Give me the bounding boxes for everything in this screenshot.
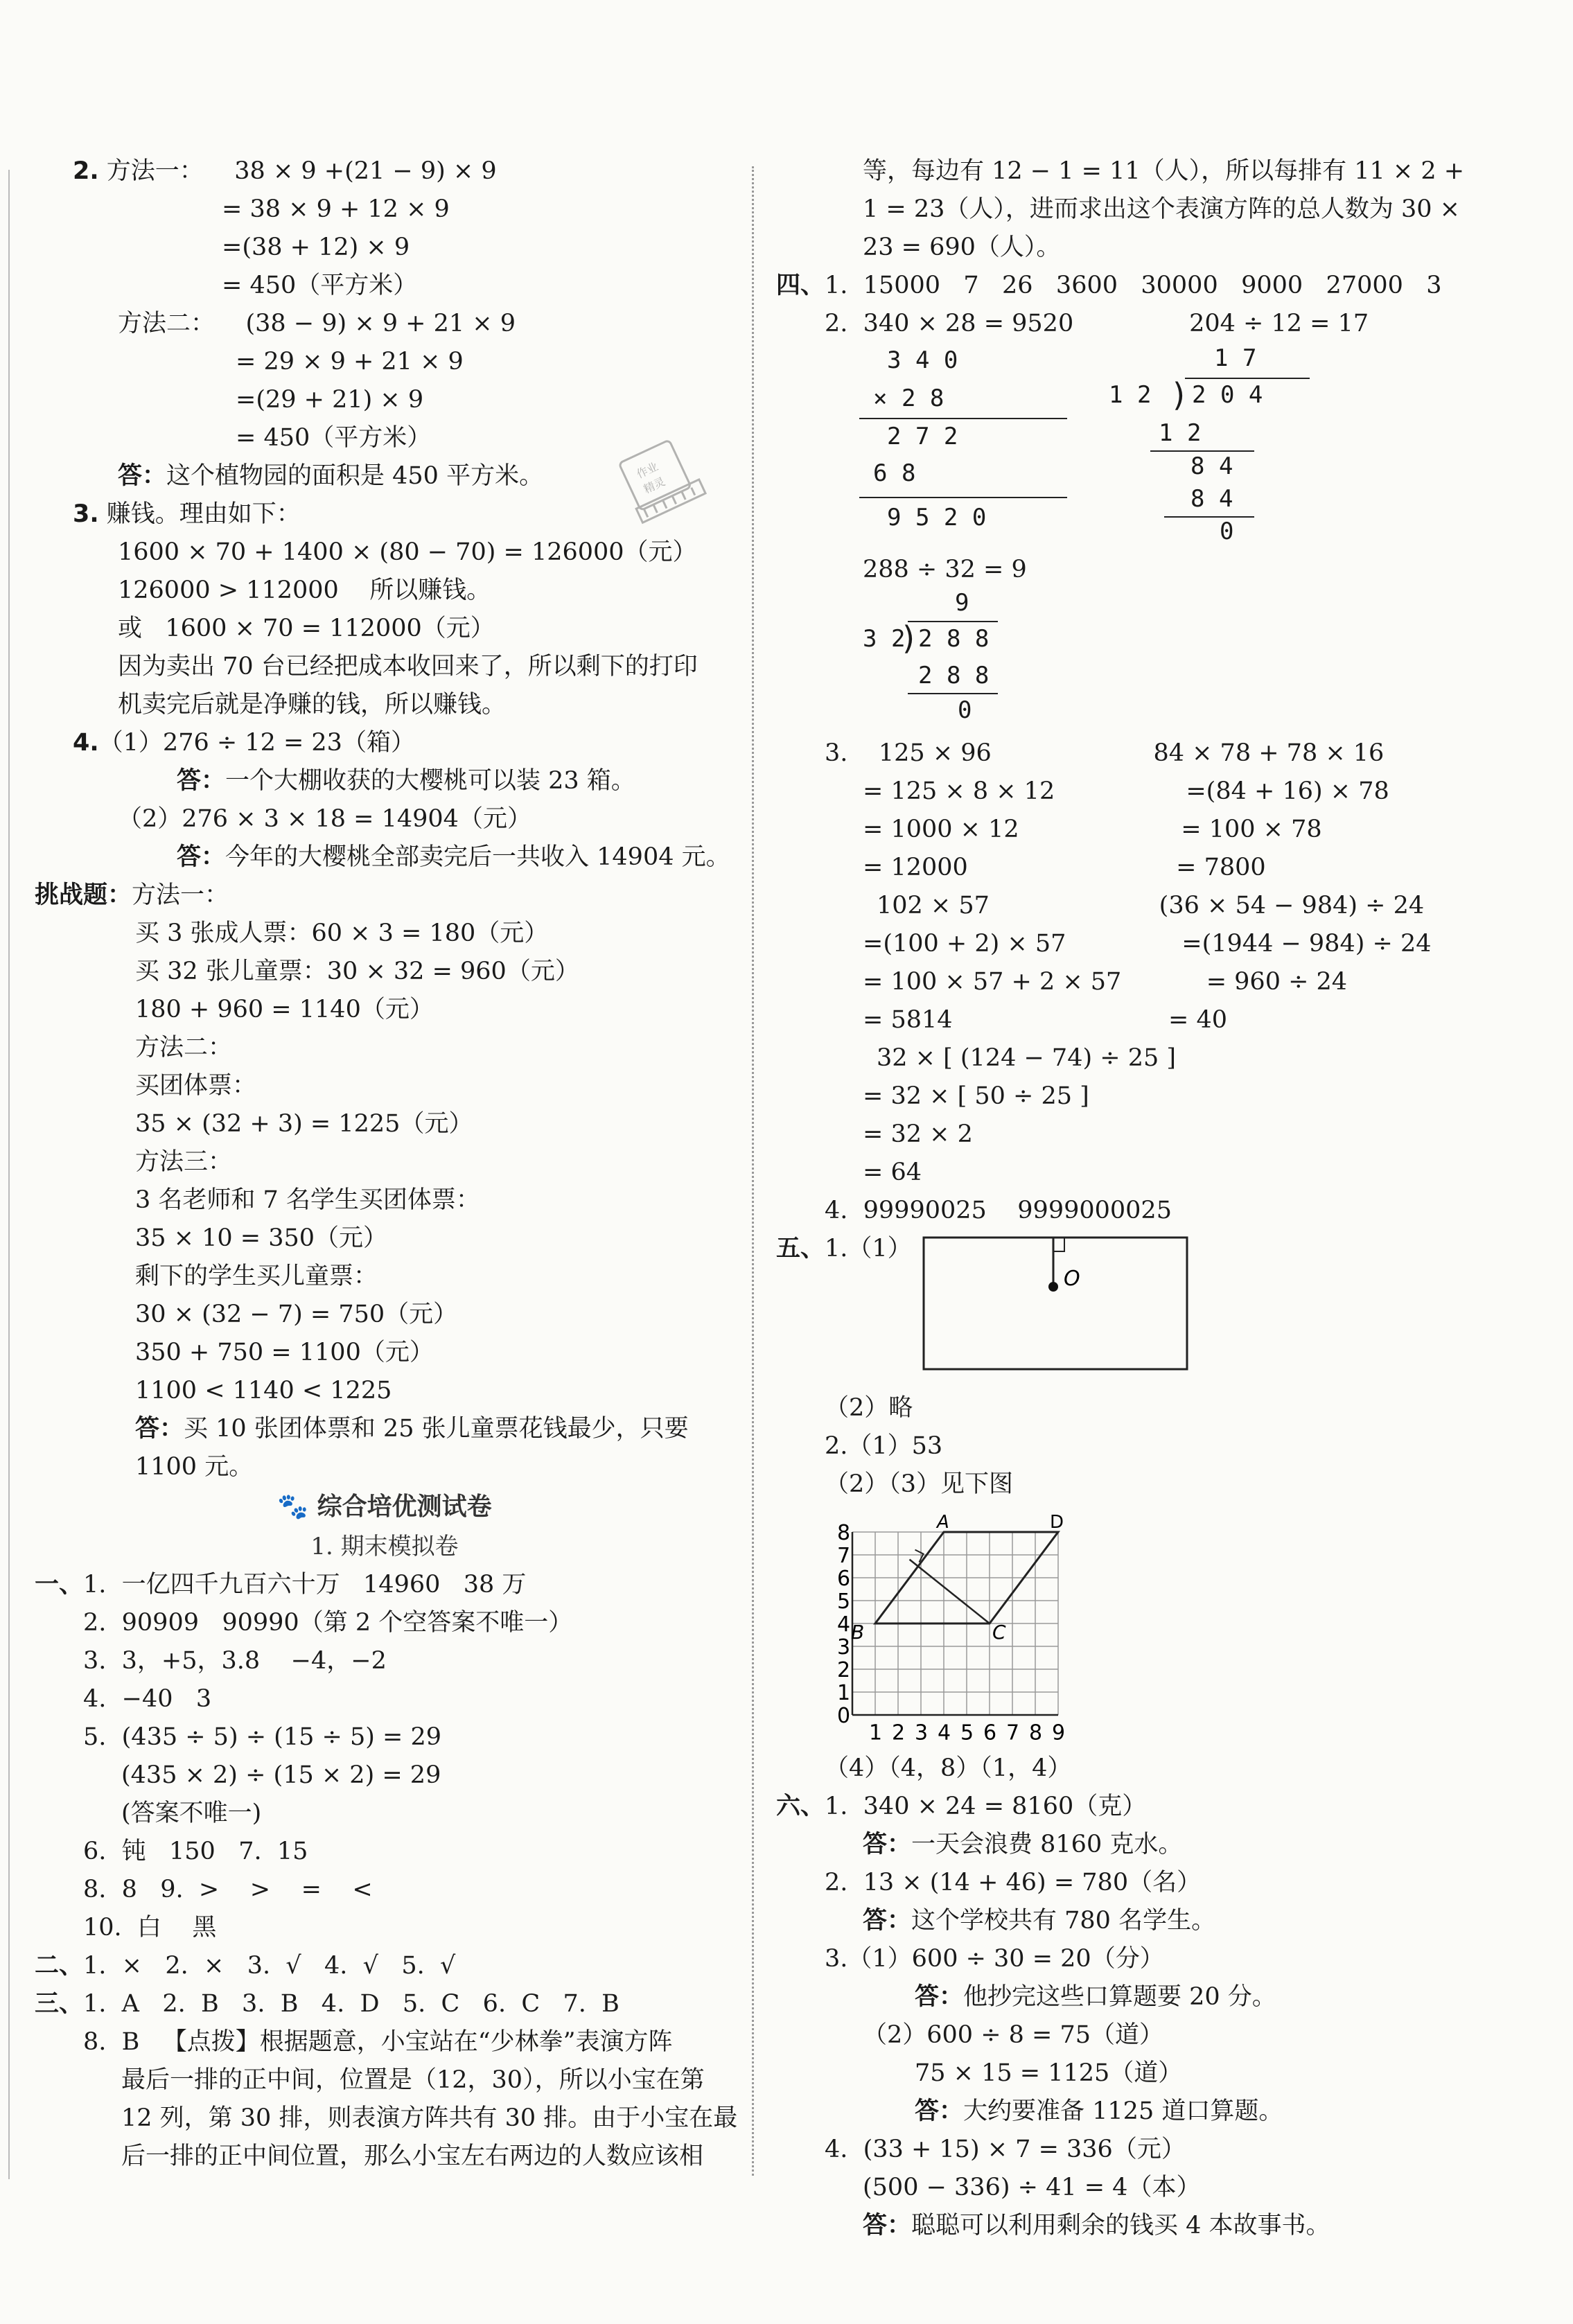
left-a-line [35,1067,735,1105]
answer-text: 3. 125 × 96 84 × 78 + 78 × 16 [825,739,1385,767]
right-b-line [776,1192,1545,1230]
division-equation: 288 ÷ 32 = 9 [863,556,1027,583]
left-a-line [35,305,735,343]
right-b-line [776,1154,1545,1192]
right-b-line [776,849,1545,887]
left-a-line [35,648,735,686]
answer-text: 32 × [ (124 − 74) ÷ 25 ] [877,1044,1177,1072]
left-a-line [35,572,735,610]
left-a-line [35,762,735,800]
right-a-line [776,152,1545,191]
answer-text: 方法二： (38 − 9) × 9 + 21 × 9 [118,310,516,337]
answer-text: 大约要准备 1125 道口算题。 [963,2097,1283,2125]
right-d-line [776,1788,1545,1826]
div1-divisor: 1 2 [1109,381,1152,409]
right-a-line [776,229,1545,267]
rectangle [924,1238,1187,1369]
mult-result: 9 5 2 0 [887,504,987,531]
section-title: 🐾 综合培优测试卷 [277,1493,492,1521]
div2-bracket: ) [899,619,919,657]
left-a-line [35,229,735,267]
right-answers-q6 [776,1750,1545,2245]
left-b-line [35,1947,735,1985]
x-tick-label: 7 [1006,1720,1020,1745]
mult-partial-2: 6 8 [873,459,916,487]
right-d-line [776,1902,1545,1940]
right-column [776,152,1545,2245]
right-b-line [776,1001,1545,1039]
answer-text: (答案不唯一) [121,1799,262,1827]
point-a-label: A [937,1512,949,1533]
right-d-line [776,1750,1545,1788]
right-b-line [776,734,1545,773]
answer-text: 今年的大樱桃全部卖完后一共收入 14904 元。 [225,843,730,871]
answer-text: （2）600 ÷ 8 = 75（道） [863,2021,1164,2049]
div2-step-1: 2 8 8 [918,662,990,689]
answer-text: 1100 < 1140 < 1225 [135,1377,392,1405]
x-tick-label: 5 [960,1720,974,1745]
page-edge [8,170,10,2179]
height-line [910,1560,990,1623]
left-a-line [35,1143,735,1181]
answer-text: = 32 × 2 [863,1120,973,1148]
answer-text: 1. 一亿四千九百六十万 14960 38 万 [83,1571,527,1599]
svg-text:作业: 作业 [634,459,660,482]
x-tick-label: 4 [938,1720,951,1745]
y-tick-label: 8 [837,1521,851,1545]
x-tick-label: 8 [1029,1720,1043,1745]
answer-label: 二、 [35,1952,84,1980]
answer-text: = 32 × [ 50 ÷ 25 ] [863,1082,1089,1110]
mult-factor-b: × 2 8 [873,385,944,412]
x-tick-label: 1 [869,1720,883,1745]
answer-label: 4. [73,729,99,757]
div2-quotient: 9 [955,589,969,617]
answer-text: 买 32 张儿童票：30 × 32 = 960（元） [135,958,579,985]
left-b-line [35,1604,735,1642]
right-a-line [776,305,1545,343]
left-a-line [35,1334,735,1372]
answer-label: 答： [118,462,167,490]
mult-partial-1: 2 7 2 [887,423,958,450]
left-answers-part2 [35,1566,738,2176]
answer-label: 答： [177,767,226,795]
left-a-line [35,610,735,648]
vertical-calculations-1 [776,343,1545,551]
left-a-line [35,838,735,877]
column-divider [752,166,754,2176]
left-a-line [35,1105,735,1143]
left-b-line [35,1680,735,1718]
div2-rule [908,693,998,694]
left-a-line [35,343,735,381]
x-tick-label: 2 [892,1720,906,1745]
answer-text: 102 × 57 (36 × 54 − 984) ÷ 24 [877,892,1425,919]
answer-text: = 450（平方米） [222,272,418,299]
left-b-line [35,1566,735,1604]
left-b-line [35,1985,735,2023]
y-tick-label: 5 [837,1590,851,1614]
right-d-line [776,1826,1545,1864]
right-b-line [776,1039,1545,1077]
mult-rule [859,418,1067,419]
left-b-line [35,1909,735,1947]
answer-text: 2.（1）53 [825,1432,943,1460]
left-a-line [35,1029,735,1067]
mult-rule-2 [859,497,1067,498]
right-b-line [776,887,1545,925]
answer-text: = 29 × 9 + 21 × 9 [236,348,464,376]
left-a-line [35,991,735,1029]
answer-text: 买 10 张团体票和 25 张儿童票花钱最少，只要 [184,1415,689,1443]
long-division-2 [776,589,1545,734]
left-b-line [35,2023,735,2061]
answer-text: 机卖完后就是净赚的钱，所以赚钱。 [118,691,507,719]
answer-text: 一天会浪费 8160 克水。 [911,1831,1183,1858]
answer-text: 因为卖出 70 台已经把成本收回来了，所以剩下的打印 [118,653,698,680]
answer-text: 3 名老师和 7 名学生买团体票： [135,1186,480,1214]
answer-text: 买 3 张成人票：60 × 3 = 180（元） [135,919,549,947]
left-a-line [35,1220,735,1258]
right-b-line [776,773,1545,811]
left-a-line [35,686,735,724]
answer-text: 等，每边有 12 − 1 = 11（人），所以每排有 11 × 2 + [863,157,1465,185]
answer-label: 答： [177,843,226,871]
right-c-line [776,1427,1545,1465]
left-b-line [35,2138,735,2176]
left-a-line [35,1296,735,1334]
left-b-line [35,2061,735,2099]
answer-label: 答： [915,1983,964,2011]
point-c-label: C [992,1621,1006,1644]
answer-text: 3.（1）600 ÷ 30 = 20（分） [825,1945,1164,1973]
left-a-line [35,953,735,991]
answer-text: 2. 13 × (14 + 46) = 780（名） [825,1869,1202,1896]
answer-text: 方法一： [132,881,229,909]
answer-text: = 100 × 57 + 2 × 57 = 960 ÷ 24 [863,968,1348,996]
stamp-logo [613,433,710,530]
rectangle-figure [922,1235,1192,1374]
answer-text: 5. (435 ÷ 5) ÷ (15 ÷ 5) = 29 [83,1723,441,1751]
answer-label: 答： [915,2097,964,2125]
div2-bar [908,621,998,622]
left-a-line [35,800,735,838]
answer-text: 方法二： [135,1034,233,1062]
answer-text: = 12000 = 7800 [863,854,1266,881]
right-a-line [776,191,1545,229]
right-answers-q5 [776,1389,1545,1504]
answer-text: 4. −40 3 [83,1685,212,1713]
right-answers-top [776,152,1545,343]
right-d-line [776,2131,1545,2169]
div1-quotient: 1 7 [1214,344,1257,372]
answer-text: 1. 15000 7 26 3600 30000 9000 27000 3 [825,272,1442,299]
answer-text: 35 × 10 = 350（元） [135,1224,388,1252]
div1-bracket: ) [1170,376,1189,414]
answer-text: 聪聪可以利用剩余的钱买 4 本故事书。 [911,2212,1330,2239]
right-d-line [776,2207,1545,2245]
answer-text: 1. 340 × 24 = 8160（克） [825,1793,1147,1820]
div1-step-1: 1 2 [1159,419,1202,447]
div1-step-2: 8 4 [1190,452,1233,480]
right-d-line [776,2169,1545,2207]
answer-text: 2. 340 × 28 = 9520 204 ÷ 12 = 17 [825,310,1369,337]
answer-text: 23 = 690（人）。 [863,234,1061,261]
right-a-line [776,267,1545,305]
q5-1-label: 1.（1） [825,1235,912,1262]
left-a-line [35,1372,735,1410]
right-c-line [776,1389,1545,1427]
answer-label: 六、 [776,1793,825,1820]
y-tick-label: 2 [837,1658,851,1682]
answer-text: 1. A 2. B 3. B 4. D 5. C 6. C 7. B [83,1990,619,2018]
right-d-line [776,1940,1545,1978]
right-b-line [776,1077,1545,1116]
q5-label: 五、 [776,1235,825,1262]
answer-text: 126000 > 112000 所以赚钱。 [118,576,491,604]
left-a-line [35,267,735,305]
left-a-line [35,1410,735,1448]
answer-label: 3. [73,500,99,528]
answer-text: 或 1600 × 70 = 112000（元） [118,615,495,642]
right-d-line [776,1978,1545,2016]
right-d-line [776,2093,1545,2131]
left-b-line [35,1718,735,1757]
answer-text: = 5814 = 40 [863,1006,1228,1034]
answer-text: 30 × (32 − 7) = 750（元） [135,1301,458,1328]
div2-remainder: 0 [958,696,972,724]
left-a-line [35,191,735,229]
answer-text: 赚钱。理由如下： [98,500,301,528]
left-b-line [35,1795,735,1833]
x-tick-label: 9 [1052,1720,1066,1745]
answer-text: 8. B 【点拨】根据题意，小宝站在“少林拳”表演方阵 [83,2028,673,2056]
answer-text: (500 − 336) ÷ 41 = 4（本） [863,2174,1201,2201]
subsection-title: 1. 期末模拟卷 [310,1533,459,1560]
answer-text: 8. 8 9. > > = < [83,1876,373,1903]
answer-label: 四、 [776,272,825,299]
left-b-line [35,1833,735,1871]
answer-text: 4. 99990025 9999000025 [825,1197,1172,1224]
left-b-line [35,2099,738,2138]
y-tick-label: 3 [837,1635,851,1660]
div1-dividend: 2 0 4 [1192,381,1263,409]
answer-text: （4）（4，8）（1，4） [825,1754,1072,1782]
y-tick-label: 1 [837,1681,851,1705]
answer-label: 三、 [35,1990,84,2018]
div2-divisor: 3 2 [863,625,906,653]
div1-remainder: 0 [1220,518,1234,545]
left-answers-part1 [35,152,735,1486]
point-o-label: O [1064,1267,1080,1291]
answer-label: 答： [863,1907,912,1935]
x-tick-label: 3 [915,1720,929,1745]
coordinate-grid [818,1507,1109,1746]
right-d-line [776,1864,1545,1902]
answer-text: 6. 钝 150 7. 15 [83,1838,308,1865]
answer-text: =(38 + 12) × 9 [222,234,410,261]
answer-text: = 125 × 8 × 12 =(84 + 16) × 78 [863,777,1389,805]
left-b-line [35,1871,735,1909]
answer-text: 350 + 750 = 1100（元） [135,1339,434,1366]
answer-text: 他抄完这些口算题要 20 分。 [963,1983,1276,2011]
answer-text: 4. (33 + 15) × 7 = 336（元） [825,2136,1186,2163]
question-5-1 [776,1230,1545,1389]
answer-text: 180 + 960 = 1140（元） [135,996,434,1023]
y-tick-label: 6 [837,1567,851,1591]
answer-label: 答： [863,1831,912,1858]
y-tick-label: 7 [837,1544,851,1568]
left-a-line [35,1448,735,1486]
mult-factor-a: 3 4 0 [887,346,958,374]
answer-text: 3. 3，+5，3.8 −4，−2 [83,1647,387,1675]
left-a-line [35,1181,735,1220]
right-b-line [776,1116,1545,1154]
answer-text: （2）276 × 3 × 18 = 14904（元） [118,805,531,833]
y-tick-label: 4 [837,1612,851,1637]
div1-rule-1 [1150,450,1254,452]
answer-text: 12 列，第 30 排，则表演方阵共有 30 排。由于小宝在最 [121,2104,738,2132]
answer-label: 2. [73,157,99,185]
answer-text: 这个学校共有 780 名学生。 [911,1907,1216,1935]
x-tick-label: 6 [983,1720,997,1745]
answer-text: 最后一排的正中间，位置是（12，30），所以小宝在第 [121,2066,705,2094]
point-o-dot [1048,1282,1058,1292]
answer-text: 方法一： 38 × 9 +(21 − 9) × 9 [98,157,497,185]
answer-text: 剩下的学生买儿童票： [135,1262,378,1290]
left-a-line [35,152,735,191]
answer-text: = 64 [863,1159,922,1186]
answer-text: 1 = 23（人），进而求出这个表演方阵的总人数为 30 × [863,195,1460,223]
left-a-line [35,724,735,762]
point-b-label: B [851,1621,865,1644]
y-tick-label: 0 [837,1704,851,1728]
right-d-line [776,2054,1545,2093]
answer-text: =(29 + 21) × 9 [236,386,424,414]
svg-text:精灵: 精灵 [641,475,667,496]
answer-text: （2）（3）见下图 [825,1470,1014,1498]
answer-text: 这个植物园的面积是 450 平方米。 [166,462,544,490]
left-a-line [35,1258,735,1296]
answer-text: 2. 90909 90990（第 2 个空答案不唯一） [83,1609,573,1637]
answer-text: 1100 元。 [135,1453,254,1481]
answer-text: 1600 × 70 + 1400 × (80 − 70) = 126000（元） [118,538,697,566]
answer-text: = 1000 × 12 = 100 × 78 [863,816,1322,843]
point-d-label: D [1050,1512,1064,1533]
div1-step-3: 8 4 [1190,485,1233,513]
right-b-line [776,963,1545,1001]
answer-text: 方法三： [135,1148,233,1176]
answer-text: 75 × 15 = 1125（道） [915,2059,1183,2087]
answer-text: （2）略 [825,1394,913,1422]
answer-text: 1. × 2. × 3. √ 4. √ 5. √ [83,1952,456,1980]
div1-bar [1185,378,1310,379]
answer-label: 答： [863,2212,912,2239]
answer-text: 10. 白 黑 [83,1914,217,1942]
answer-text: = 450（平方米） [236,424,432,452]
left-a-line [35,381,735,419]
answer-label: 答： [135,1415,184,1443]
left-a-line [35,915,735,953]
left-a-line [35,877,735,915]
answer-text: 买团体票： [135,1072,257,1100]
div1-rule-2 [1164,516,1254,518]
left-b-line [35,1757,735,1795]
right-c-line [776,1465,1545,1504]
right-d-line [776,2016,1545,2054]
answer-text: （1）276 ÷ 12 = 23（箱） [98,729,415,757]
right-b-line [776,925,1545,963]
left-a-line [35,534,735,572]
answer-text: = 38 × 9 + 12 × 9 [222,195,450,223]
left-b-line [35,1642,735,1680]
answer-text: 35 × (32 + 3) = 1225（元） [135,1110,473,1138]
answer-text: 一个大棚收获的大樱桃可以装 23 箱。 [225,767,635,795]
answer-label: 一、 [35,1571,84,1599]
grid-figure [776,1504,1545,1750]
answer-text: (435 × 2) ÷ (15 × 2) = 29 [121,1761,441,1789]
div2-dividend: 2 8 8 [918,625,990,653]
right-answers-calc [776,734,1545,1230]
right-angle-mark [1053,1238,1064,1251]
answer-label: 挑战题： [35,881,132,909]
answer-text: =(100 + 2) × 57 =(1944 − 984) ÷ 24 [863,930,1432,958]
right-b-line [776,811,1545,849]
answer-text: 后一排的正中间位置，那么小宝左右两边的人数应该相 [121,2142,704,2170]
